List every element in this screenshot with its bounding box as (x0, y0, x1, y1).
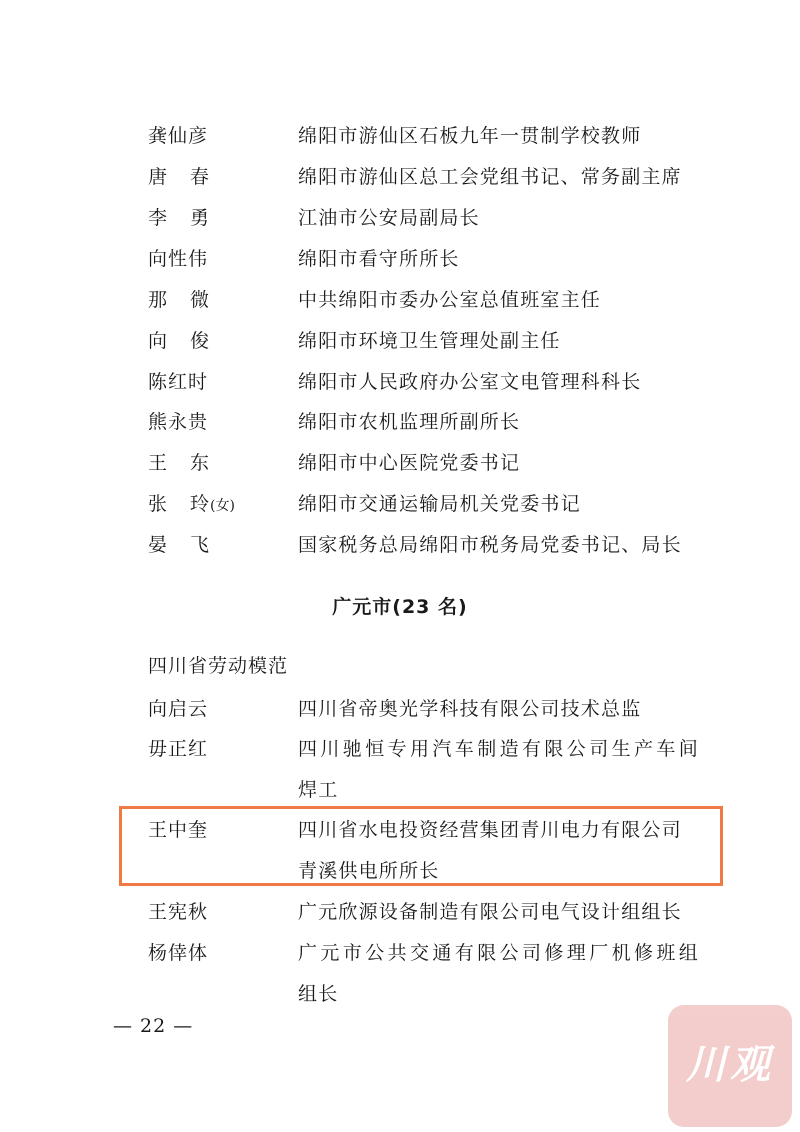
list-item-continuation (0, 859, 800, 899)
page-number: — 22 — (113, 1015, 194, 1037)
person-name: 毋正红 (148, 738, 209, 760)
person-title: 江油市公安局副局长 (298, 207, 480, 229)
person-name: 张 玲(女) (148, 493, 235, 515)
list-item (0, 697, 800, 737)
watermark-text: 川观 (686, 1042, 774, 1088)
person-name: 王中奎 (148, 819, 209, 841)
list-item (0, 451, 800, 491)
person-name: 李 勇 (148, 207, 211, 229)
person-name: 那 微 (148, 289, 211, 311)
person-title: 广元市公共交通有限公司修理厂机修班组 (298, 942, 702, 964)
gender-note: (女) (210, 498, 235, 514)
list-item (0, 288, 800, 328)
person-title-line2: 青溪供电所所长 (298, 860, 440, 882)
section-heading: 广元市(23 名) (332, 596, 468, 618)
category-label: 四川省劳动模范 (148, 655, 289, 677)
person-title: 国家税务总局绵阳市税务局党委书记、局长 (298, 534, 682, 556)
list-item (0, 410, 800, 450)
person-name: 向启云 (148, 698, 209, 720)
person-title: 四川省水电投资经营集团青川电力有限公司 (298, 819, 682, 841)
list-item (0, 124, 800, 164)
list-item (0, 900, 800, 940)
person-name: 杨倖体 (148, 942, 209, 964)
list-item (0, 206, 800, 246)
person-title: 绵阳市中心医院党委书记 (298, 452, 521, 474)
list-item (0, 492, 800, 532)
person-name: 王 东 (148, 452, 211, 474)
person-name: 王宪秋 (148, 901, 209, 923)
person-name: 龚仙彦 (148, 125, 209, 147)
person-title: 绵阳市看守所所长 (298, 248, 460, 270)
person-title-line2: 组长 (298, 983, 339, 1005)
list-item (0, 165, 800, 205)
person-title: 四川省帝奥光学科技有限公司技术总监 (298, 698, 642, 720)
list-item-highlighted (0, 818, 800, 858)
person-title: 绵阳市人民政府办公室文电管理科科长 (298, 371, 642, 393)
list-item (0, 247, 800, 287)
person-title: 绵阳市游仙区总工会党组书记、常务副主席 (298, 166, 682, 188)
person-title: 绵阳市农机监理所副所长 (298, 411, 521, 433)
list-item (0, 370, 800, 410)
person-name: 熊永贵 (148, 411, 209, 433)
person-name: 向 俊 (148, 330, 211, 352)
list-item (0, 941, 800, 981)
person-name: 唐 春 (148, 166, 211, 188)
person-name: 陈红时 (148, 371, 209, 393)
list-item (0, 533, 800, 573)
person-title: 绵阳市交通运输局机关党委书记 (298, 493, 581, 515)
person-title-line2: 焊工 (298, 779, 339, 801)
watermark-logo (668, 1005, 792, 1127)
person-title: 广元欣源设备制造有限公司电气设计组组长 (298, 901, 682, 923)
person-title: 中共绵阳市委办公室总值班室主任 (298, 289, 602, 311)
person-title: 四川驰恒专用汽车制造有限公司生产车间 (298, 738, 702, 760)
person-name: 晏 飞 (148, 534, 211, 556)
person-name: 向性伟 (148, 248, 209, 270)
list-item (0, 329, 800, 369)
person-title: 绵阳市游仙区石板九年一贯制学校教师 (298, 125, 642, 147)
list-item (0, 737, 800, 777)
person-title: 绵阳市环境卫生管理处副主任 (298, 330, 561, 352)
